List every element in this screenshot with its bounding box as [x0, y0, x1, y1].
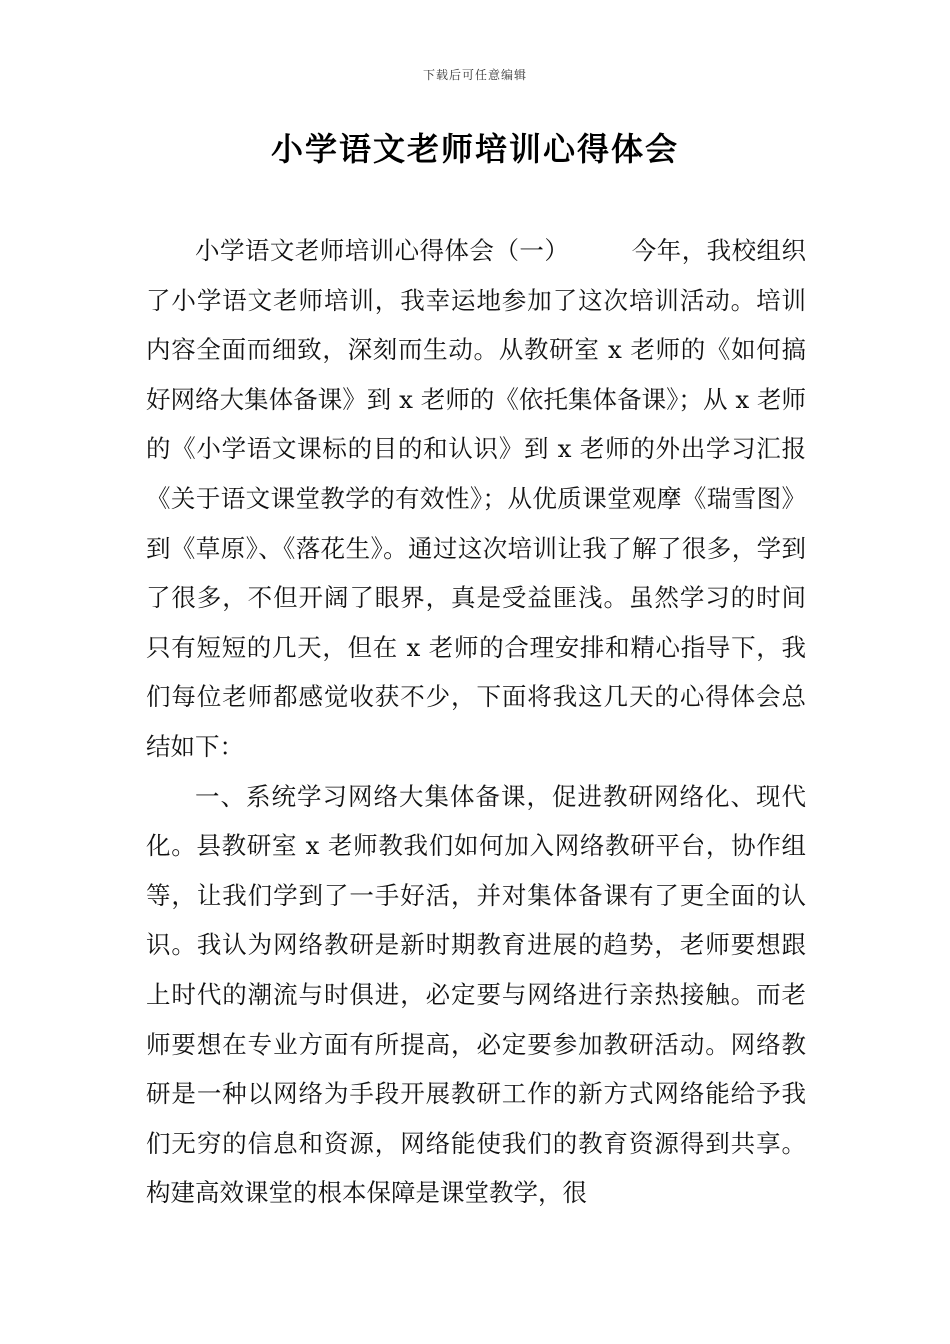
paragraph-2-text: 一、系统学习网络大集体备课，促进教研网络化、现代化。县教研室 x 老师教我们如何加入网络教研平台，协作组等，让我们学到了一手好活，并对集体备课有了更全面的认识。我认为网络教研是新时期教育进展的趋势，老师要想跟上时代的潮流与时俱进，必定要与网络进行亲热接触。而老师要想在专业方面有所提高，必定要参加教研活动。网络教研是一种以网络为手段开展教研工作的新方式网络能给予我们无穷的信息和资源，网络能使我们的教育资源得到共享。构建高效课堂的根本保障是课堂教学，很: [146, 781, 806, 1208]
paragraph-1-lead: 小学语文老师培训心得体会（一）: [195, 236, 570, 265]
document-body: [146, 226, 806, 1218]
header-note: 下载后可任意编辑: [422, 68, 527, 82]
paragraph-2: [146, 772, 806, 1218]
document-title: 小学语文老师培训心得体会: [270, 130, 679, 168]
paragraph-1: [146, 226, 806, 772]
paragraph-1-text: 今年，我校组织了小学语文老师培训，我幸运地参加了这次培训活动。培训内容全面而细致，深刻而生动。从教研室 x 老师的《如何搞好网络大集体备课》到 x 老师的《依托集体备课》；从 x 老师的《小学语文课标的目的和认识》到 x 老师的外出学习汇报《关于语文课堂教学的有效性》；从优质课堂观摩《瑞雪图》到《草原》、《落花生》。通过这次培训让我了解了很多，学到了很多，不但开阔了眼界，真是受益匪浅。虽然学习的时间只有短短的几天，但在 x 老师的合理安排和精心指导下，我们每位老师都感觉收获不少，下面将我这几天的心得体会总结如下：: [146, 236, 807, 761]
